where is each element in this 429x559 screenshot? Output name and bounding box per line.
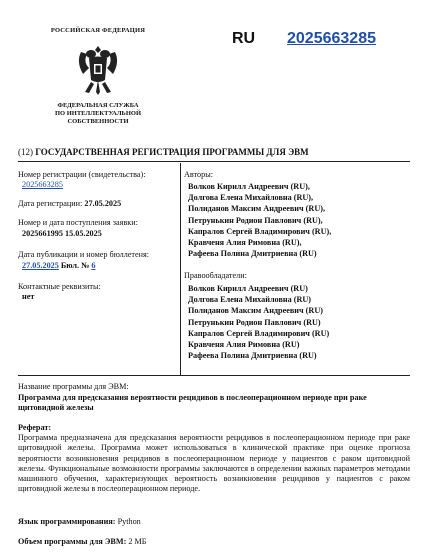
country-code: RU	[232, 30, 256, 47]
author-item: Волков Кирилл Андреевич (RU),	[188, 182, 310, 191]
size-value: 2 МБ	[128, 537, 147, 546]
bulletin-number-link[interactable]: 6	[91, 261, 96, 270]
owner-item: Петрунькин Родион Павлович (RU)	[188, 317, 321, 327]
reg-number-link[interactable]: 2025663285	[22, 180, 63, 189]
header-left-block	[30, 27, 166, 126]
column-divider	[180, 163, 181, 376]
publication-date-link[interactable]: 27.05.2025	[22, 261, 59, 270]
author-item: Рафеева Полина Дмитриевна (RU)	[188, 249, 317, 259]
language-value: Python	[117, 517, 141, 526]
reg-date-label: Дата регистрации:	[18, 199, 83, 208]
size-label: Объем программы для ЭВМ:	[18, 537, 127, 546]
abstract-label: Реферат:	[18, 423, 52, 432]
application-value: 2025661995 15.05.2025	[22, 229, 102, 238]
owner-item: Волков Кирилл Андреевич (RU)	[188, 284, 308, 293]
publication-label: Дата публикации и номер бюллетеня:	[18, 250, 150, 259]
contacts-label: Контактные реквизиты:	[18, 282, 101, 291]
owner-item: Капралов Сергей Владимирович (RU)	[188, 328, 330, 338]
owners-label: Правообладатели:	[184, 271, 247, 280]
author-item: Полиданов Максим Андреевич (RU),	[188, 204, 326, 214]
agency-name: ФЕДЕРАЛЬНАЯ СЛУЖБА ПО ИНТЕЛЛЕКТУАЛЬНОЙ СОБСТВЕННОСТИ	[54, 102, 142, 125]
title-code: (12)	[18, 147, 33, 157]
author-item: Долгова Елена Михайловна (RU),	[188, 193, 314, 203]
title-text: ГОСУДАРСТВЕННАЯ РЕГИСТРАЦИЯ ПРОГРАММЫ ДЛЯ ЭВМ	[35, 147, 309, 157]
owner-item: Кравченя Алия Римовна (RU)	[188, 340, 300, 350]
size-row	[18, 537, 146, 547]
authors-label: Авторы:	[184, 170, 214, 179]
section-divider	[18, 375, 410, 376]
program-name-label: Название программы для ЭВМ:	[18, 382, 129, 391]
document-title	[18, 147, 410, 157]
reg-date-value: 27.05.2025	[84, 199, 122, 208]
language-label: Язык программирования:	[18, 517, 116, 526]
authors-list	[188, 181, 331, 259]
bulletin-label: Бюл. №	[60, 261, 90, 270]
author-item: Петрунькин Родион Павлович (RU),	[188, 215, 323, 225]
program-name-value: Программа для предсказания вероятности рецидивов в послеоперационном периоде при раке щитовидной железы	[18, 393, 367, 413]
publication-value	[22, 261, 95, 271]
contacts-value: нет	[22, 292, 35, 301]
country-name: РОССИЙСКАЯ ФЕДЕРАЦИЯ	[50, 27, 146, 34]
abstract-text: Программа предназначена для предсказания вероятности рецидивов в послеоперационном периоде при раке щитовидной железы. Программа может использоваться в клинической практике при оценке прогноза вероятности возникновения рецидивов в послеоперационном периоде у пациентов с раком щитовидной железы. Функциональные возможности программы заключаются в определении важных параметров методами машинного обучения, характеризующих вероятность возникновения рецидивов у пациентов с раком щитовидной железы в послеоперационном периоде.	[18, 433, 410, 494]
owner-item: Полиданов Максим Андреевич (RU)	[188, 306, 323, 316]
author-item: Капралов Сергей Владимирович (RU),	[188, 226, 332, 236]
double-headed-eagle-emblem-icon	[75, 40, 121, 98]
reg-number-label: Номер регистрации (свидетельства):	[18, 170, 146, 179]
title-divider	[18, 161, 410, 162]
owner-item: Долгова Елена Михайловна (RU)	[188, 295, 312, 305]
owner-item: Рафеева Полина Дмитриевна (RU)	[188, 351, 317, 361]
owners-list	[188, 283, 329, 361]
application-label: Номер и дата поступления заявки:	[18, 218, 138, 227]
author-item: Кравченя Алия Римовна (RU),	[188, 238, 302, 248]
language-row	[18, 517, 141, 527]
reg-date	[18, 199, 121, 209]
registration-number-link[interactable]: 2025663285	[287, 30, 376, 47]
